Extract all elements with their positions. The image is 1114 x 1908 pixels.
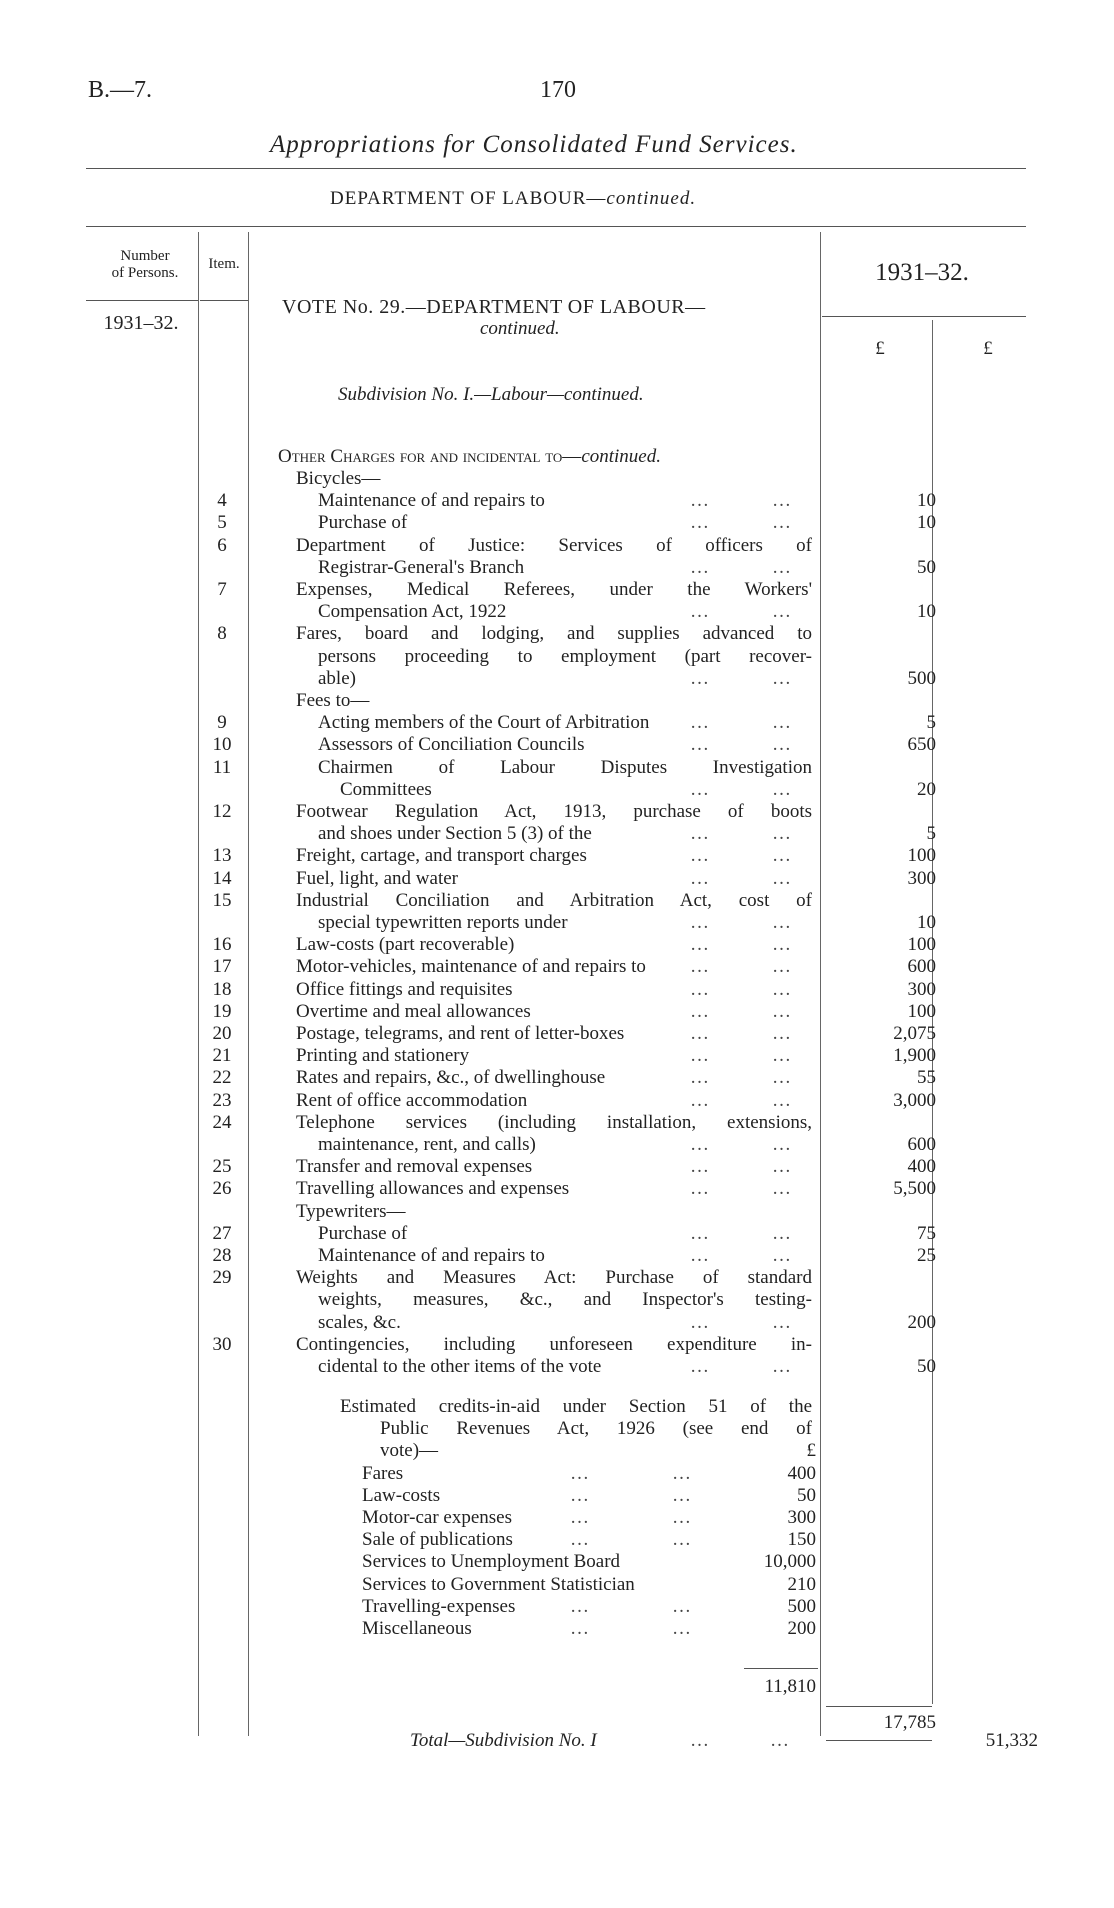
row-text-line: Bicycles— bbox=[296, 468, 381, 489]
row-text-line: scales, &c. bbox=[318, 1311, 401, 1333]
persons-header-rule bbox=[86, 300, 198, 301]
row-amount: 5 bbox=[926, 823, 936, 845]
leader-dots: … bbox=[772, 1222, 791, 1244]
row-text-line: Rates and repairs, &c., of dwellinghouse bbox=[296, 1067, 606, 1089]
row-amount: 20 bbox=[917, 778, 936, 800]
row-text-line: Committees bbox=[340, 778, 432, 800]
pound-header-1: £ bbox=[875, 338, 885, 359]
credits-amount: 300 bbox=[787, 1507, 816, 1528]
leader-dots: … bbox=[690, 867, 709, 889]
rule-text-amount bbox=[820, 232, 821, 1736]
credits-intro-line: Estimated credits-in-aid under Section 51 of the bbox=[340, 1396, 812, 1417]
leader-dots: … bbox=[772, 1045, 791, 1067]
department-name: DEPARTMENT OF LABOUR— bbox=[330, 188, 607, 209]
leader-dots: … bbox=[690, 934, 709, 956]
item-number: 8 bbox=[217, 623, 227, 645]
leader-dots: … bbox=[690, 956, 709, 978]
row-text-line: Law-costs (part recoverable) bbox=[296, 934, 515, 956]
row-text-line: special typewritten reports under bbox=[318, 912, 568, 933]
other-charges-continued: continued. bbox=[581, 446, 661, 467]
leader-dots: … bbox=[570, 1595, 589, 1617]
row-amount: 10 bbox=[917, 512, 936, 534]
row-text-line: Registrar-General's Branch bbox=[318, 556, 525, 578]
row-text-line: Weights and Measures Act: Purchase of standard bbox=[296, 1267, 812, 1289]
row-text-line: cidental to the other items of the vote bbox=[318, 1356, 602, 1377]
leader-dots: … bbox=[772, 1311, 791, 1333]
other-charges-label: Other Charges for and incidental to— bbox=[278, 446, 582, 467]
row-amount: 2,075 bbox=[893, 1023, 936, 1044]
item-number: 11 bbox=[212, 756, 232, 778]
leader-dots: … bbox=[772, 601, 791, 623]
credits-label: Services to Government Statistician bbox=[362, 1573, 635, 1595]
row-text-line: Freight, cartage, and transport charges bbox=[296, 845, 587, 867]
leader-dots: … bbox=[672, 1484, 691, 1506]
leader-dots: … bbox=[772, 490, 791, 512]
row-text-line: Postage, telegrams, and rent of letter-boxes bbox=[296, 1023, 625, 1044]
leader-dots: … bbox=[772, 667, 791, 689]
credits-label: Fares bbox=[362, 1462, 404, 1484]
row-text-line: weights, measures, &c., and Inspector's testing- bbox=[318, 1289, 812, 1311]
item-number: 15 bbox=[212, 889, 232, 911]
leader-dots: … bbox=[672, 1462, 691, 1484]
row-text-line: Maintenance of and repairs to bbox=[318, 1245, 545, 1266]
leader-dots: … bbox=[772, 1245, 791, 1266]
leader-dots: … bbox=[690, 667, 709, 689]
rule-persons-item bbox=[198, 232, 199, 1736]
leader-dots: … bbox=[690, 1089, 709, 1111]
row-text-line: Acting members of the Court of Arbitration bbox=[318, 712, 650, 734]
credits-total: 11,810 bbox=[764, 1676, 816, 1697]
item-number: 22 bbox=[212, 1067, 232, 1089]
leader-dots: … bbox=[690, 1023, 709, 1044]
leader-dots: … bbox=[772, 1356, 791, 1377]
department-continued: continued. bbox=[606, 188, 697, 209]
row-amount: 650 bbox=[907, 734, 936, 756]
item-number: 28 bbox=[212, 1245, 232, 1266]
leader-dots: … bbox=[772, 867, 791, 889]
row-text-line: Contingencies, including unforeseen expenditure in- bbox=[296, 1333, 812, 1355]
row-amount: 100 bbox=[907, 1000, 936, 1022]
row-text-line: Travelling allowances and expenses bbox=[296, 1178, 570, 1200]
grand-total: 51,332 bbox=[985, 1730, 1038, 1751]
row-text-line: Motor-vehicles, maintenance of and repairs to bbox=[296, 956, 646, 978]
row-text-line: persons proceeding to employment (part recover- bbox=[318, 645, 812, 667]
leader-dots: … bbox=[672, 1529, 691, 1551]
item-number: 10 bbox=[212, 734, 232, 756]
leader-dots: … bbox=[690, 1067, 709, 1089]
leader-dots: … bbox=[772, 1067, 791, 1089]
leader-dots: … bbox=[772, 845, 791, 867]
leader-dots: … bbox=[772, 1178, 791, 1200]
row-amount: 10 bbox=[917, 912, 936, 933]
leader-dots: … bbox=[690, 845, 709, 867]
item-number: 24 bbox=[212, 1111, 232, 1133]
row-text-line: maintenance, rent, and calls) bbox=[318, 1134, 536, 1155]
leader-dots: … bbox=[772, 712, 791, 734]
leader-dots: … bbox=[690, 978, 709, 1000]
credits-label: Sale of publications bbox=[362, 1529, 513, 1551]
row-amount: 75 bbox=[917, 1222, 936, 1244]
row-text-line: Maintenance of and repairs to bbox=[318, 490, 545, 512]
total-leader-left: … bbox=[690, 1730, 709, 1751]
leader-dots: … bbox=[690, 1134, 709, 1155]
persons-header-line1: Number bbox=[120, 248, 170, 264]
credits-amount: 400 bbox=[787, 1462, 816, 1484]
leader-dots: … bbox=[690, 734, 709, 756]
leader-dots: … bbox=[570, 1484, 589, 1506]
year-header: 1931–32. bbox=[875, 259, 969, 286]
leader-dots: … bbox=[772, 1000, 791, 1022]
credits-label: Law-costs bbox=[362, 1484, 441, 1506]
credits-label: Motor-car expenses bbox=[362, 1507, 512, 1528]
row-text-line: Fuel, light, and water bbox=[296, 867, 458, 889]
row-amount: 600 bbox=[907, 1134, 936, 1155]
item-number: 26 bbox=[212, 1178, 232, 1200]
item-number: 5 bbox=[217, 512, 227, 534]
item-number: 12 bbox=[212, 801, 232, 822]
page-number: 170 bbox=[540, 77, 576, 103]
row-amount: 100 bbox=[907, 934, 936, 956]
row-amount: 600 bbox=[907, 956, 936, 978]
credits-amount: 50 bbox=[797, 1484, 816, 1506]
row-text-line: Chairmen of Labour Disputes Investigation bbox=[318, 756, 812, 778]
item-number: 13 bbox=[212, 845, 232, 867]
row-text-line: Typewriters— bbox=[296, 1200, 406, 1222]
leader-dots: … bbox=[690, 778, 709, 800]
leader-dots: … bbox=[690, 556, 709, 578]
leader-dots: … bbox=[772, 978, 791, 1000]
leader-dots: … bbox=[772, 778, 791, 800]
row-amount: 25 bbox=[917, 1245, 936, 1266]
leader-dots: … bbox=[690, 601, 709, 623]
row-amount: 5,500 bbox=[893, 1178, 936, 1200]
credits-amount: 10,000 bbox=[763, 1551, 816, 1573]
leader-dots: … bbox=[772, 823, 791, 845]
leader-dots: … bbox=[690, 1045, 709, 1067]
item-number: 6 bbox=[217, 534, 227, 556]
row-text-line: Overtime and meal allowances bbox=[296, 1000, 531, 1022]
row-text-line: and shoes under Section 5 (3) of the bbox=[318, 823, 592, 845]
row-amount: 50 bbox=[917, 1356, 936, 1377]
row-amount: 10 bbox=[917, 490, 936, 512]
item-number: 7 bbox=[217, 579, 227, 600]
page-reference: B.—7. bbox=[88, 77, 153, 103]
other-charges-heading bbox=[278, 446, 661, 468]
item-number: 21 bbox=[212, 1045, 232, 1067]
vote-continued: continued. bbox=[480, 318, 560, 339]
leader-dots: … bbox=[672, 1618, 691, 1639]
row-text-line: Printing and stationery bbox=[296, 1045, 470, 1067]
leader-dots: … bbox=[772, 512, 791, 534]
item-header-rule bbox=[200, 300, 248, 301]
leader-dots: … bbox=[690, 823, 709, 845]
row-amount: 400 bbox=[907, 1156, 936, 1178]
leader-dots: … bbox=[690, 1178, 709, 1200]
item-number: 30 bbox=[212, 1333, 232, 1355]
column-total: 17,785 bbox=[883, 1712, 936, 1733]
row-amount: 100 bbox=[907, 845, 936, 867]
leader-dots: … bbox=[690, 912, 709, 933]
vote-title: VOTE No. 29.—DEPARTMENT OF LABOUR— bbox=[282, 296, 706, 318]
row-amount: 300 bbox=[907, 867, 936, 889]
row-amount: 50 bbox=[917, 556, 936, 578]
persons-header-line2: of Persons. bbox=[111, 265, 179, 281]
item-number: 27 bbox=[212, 1222, 232, 1244]
leader-dots: … bbox=[772, 556, 791, 578]
department-heading bbox=[330, 188, 696, 210]
item-number: 9 bbox=[217, 712, 227, 734]
row-text-line: Purchase of bbox=[318, 512, 408, 534]
leader-dots: … bbox=[672, 1595, 691, 1617]
row-text-line: Footwear Regulation Act, 1913, purchase of boots bbox=[296, 801, 812, 822]
leader-dots: … bbox=[690, 712, 709, 734]
leader-dots: … bbox=[772, 1134, 791, 1155]
leader-dots: … bbox=[772, 1089, 791, 1111]
leader-dots: … bbox=[690, 1000, 709, 1022]
row-text-line: Purchase of bbox=[318, 1222, 408, 1244]
row-text-line: Industrial Conciliation and Arbitration Act, cost of bbox=[296, 889, 812, 911]
leader-dots: … bbox=[690, 1222, 709, 1244]
column-total-underline bbox=[826, 1740, 932, 1741]
row-text-line: able) bbox=[318, 667, 356, 689]
item-header: Item. bbox=[208, 256, 240, 272]
row-amount: 500 bbox=[907, 667, 936, 689]
leader-dots: … bbox=[690, 1156, 709, 1178]
row-amount: 200 bbox=[907, 1311, 936, 1333]
credits-label: Travelling-expenses bbox=[362, 1595, 516, 1617]
page-title: Appropriations for Consolidated Fund Services. bbox=[270, 131, 798, 158]
credits-intro-line: Public Revenues Act, 1926 (see end of bbox=[380, 1418, 812, 1440]
leader-dots: … bbox=[772, 934, 791, 956]
row-text-line: Telephone services (including installation, extensions, bbox=[296, 1111, 812, 1133]
credits-amount: 150 bbox=[787, 1529, 816, 1551]
rule-item-text bbox=[248, 232, 249, 1736]
leader-dots: … bbox=[570, 1507, 589, 1528]
credits-total-rule bbox=[744, 1668, 818, 1669]
table-top-rule bbox=[86, 226, 1026, 227]
credits-amount: 210 bbox=[787, 1573, 816, 1595]
column-total-rule bbox=[826, 1706, 932, 1707]
row-text-line: Assessors of Conciliation Councils bbox=[318, 734, 585, 756]
leader-dots: … bbox=[570, 1462, 589, 1484]
leader-dots: … bbox=[570, 1618, 589, 1639]
leader-dots: … bbox=[772, 1156, 791, 1178]
row-amount: 10 bbox=[917, 601, 936, 623]
item-number: 14 bbox=[212, 867, 232, 889]
credits-label: Miscellaneous bbox=[362, 1618, 472, 1639]
item-number: 4 bbox=[217, 490, 227, 512]
credits-amount: 500 bbox=[787, 1595, 816, 1617]
credits-pound-header: £ bbox=[806, 1440, 816, 1462]
item-number: 23 bbox=[212, 1089, 232, 1111]
year-header-rule bbox=[822, 316, 1026, 317]
row-amount: 3,000 bbox=[893, 1089, 936, 1111]
item-number: 19 bbox=[212, 1000, 232, 1022]
credits-label: Services to Unemployment Board bbox=[362, 1551, 621, 1573]
row-text-line: Expenses, Medical Referees, under the Workers' bbox=[296, 579, 812, 600]
leader-dots: … bbox=[772, 912, 791, 933]
item-number: 18 bbox=[212, 978, 232, 1000]
total-leader-right: … bbox=[770, 1730, 789, 1751]
leader-dots: … bbox=[690, 512, 709, 534]
row-text-line: Fees to— bbox=[296, 690, 370, 711]
leader-dots: … bbox=[690, 1311, 709, 1333]
leader-dots: … bbox=[672, 1507, 691, 1528]
row-amount: 300 bbox=[907, 978, 936, 1000]
subdivision-heading: Subdivision No. I.—Labour—continued. bbox=[338, 384, 644, 405]
item-number: 25 bbox=[212, 1156, 232, 1178]
row-text-line: Office fittings and requisites bbox=[296, 978, 513, 1000]
row-text-line: Fares, board and lodging, and supplies advanced to bbox=[296, 623, 812, 645]
leader-dots: … bbox=[690, 1245, 709, 1266]
leader-dots: … bbox=[690, 1356, 709, 1377]
leader-dots: … bbox=[772, 956, 791, 978]
leader-dots: … bbox=[570, 1529, 589, 1551]
title-rule bbox=[86, 168, 1026, 169]
item-number: 16 bbox=[212, 934, 232, 956]
leader-dots: … bbox=[772, 1023, 791, 1044]
pound-header-2: £ bbox=[983, 338, 993, 359]
leader-dots: … bbox=[772, 734, 791, 756]
credits-amount: 200 bbox=[787, 1618, 816, 1639]
row-text-line: Transfer and removal expenses bbox=[296, 1156, 533, 1178]
row-text-line: Department of Justice: Services of officers of bbox=[296, 534, 812, 556]
item-number: 17 bbox=[212, 956, 232, 978]
row-amount: 1,900 bbox=[893, 1045, 936, 1067]
row-text-line: Compensation Act, 1922 bbox=[318, 601, 507, 623]
credits-intro-line: vote)— bbox=[380, 1440, 439, 1462]
persons-year: 1931–32. bbox=[103, 312, 179, 334]
item-number: 29 bbox=[212, 1267, 232, 1289]
row-amount: 5 bbox=[926, 712, 936, 734]
row-amount: 55 bbox=[917, 1067, 936, 1089]
row-text-line: Rent of office accommodation bbox=[296, 1089, 528, 1111]
leader-dots: … bbox=[690, 490, 709, 512]
item-number: 20 bbox=[212, 1023, 232, 1044]
total-label: Total—Subdivision No. I bbox=[410, 1730, 597, 1751]
